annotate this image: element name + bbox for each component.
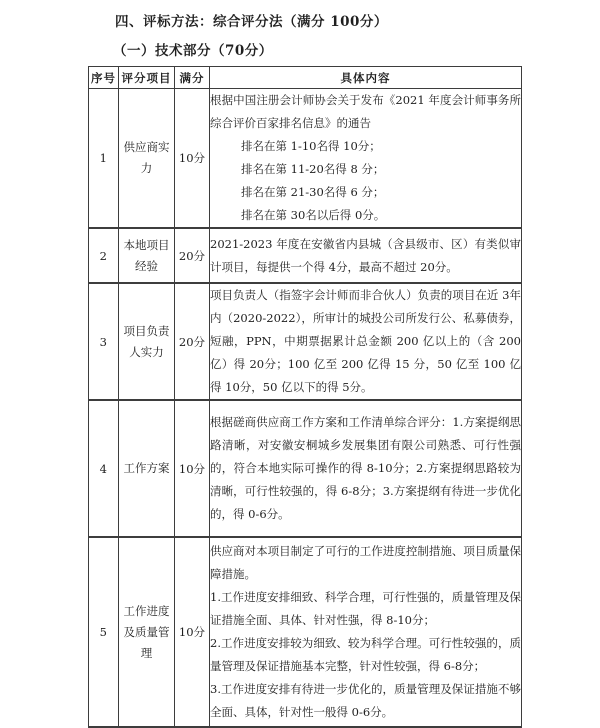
content-line: 项目负责人（指签字会计师而非合伙人）负责的项目在近 3年内（2020-2022），所审计的城投公司所发行公、私募债券，短融，PPN，中期票据累计总金额 200 亿以上的（含 200亿）得 20分；100 亿至 200 亿得 15 分，50 亿至 100 亿得 10分，50 亿以下的得 5分。 bbox=[210, 288, 521, 394]
table-row bbox=[89, 228, 522, 283]
header-cell-score: 满分 bbox=[175, 67, 210, 89]
row-score-cell: 10分 bbox=[175, 537, 210, 727]
content-list-line: 排名在第 11-20名得 8 分； bbox=[241, 162, 385, 176]
content-line: 根据磋商供应商工作方案和工作清单综合评分：1.方案提纲思路清晰，对安徽安桐城乡发展集团有限公司熟悉、可行性强的，符合本地实际可操作的得 8-10分；2.方案提纲思路较为清晰，可行性较强的，得 6-8分；3.方案提纲有待进一步优化的，得 0-6分。 bbox=[210, 415, 521, 521]
content-line: 供应商对本项目制定了可行的工作进度控制措施、项目质量保障措施。 bbox=[210, 544, 521, 581]
row-no-cell: 5 bbox=[89, 537, 119, 727]
doc-subtitle: （一）技术部分（70分） bbox=[113, 43, 273, 59]
row-no-cell: 3 bbox=[89, 283, 119, 400]
content-list-line: 排名在第 21-30名得 6 分； bbox=[241, 185, 385, 199]
content-line: 2.工作进度安排较为细致、较为科学合理。可行性较强的，质量管理及保证措施基本完整，针对性较强，得 6-8分； bbox=[210, 636, 521, 673]
document-page bbox=[0, 10, 600, 728]
row-score-cell: 10分 bbox=[175, 400, 210, 537]
table-row bbox=[89, 89, 522, 229]
row-content-cell bbox=[210, 283, 522, 400]
row-no-cell: 2 bbox=[89, 228, 119, 283]
row-content-cell bbox=[210, 89, 522, 229]
content-line: 2021-2023 年度在安徽省内县城（含县级市、区）有类似审计项目，每提供一个得 4分，最高不超过 20分。 bbox=[210, 236, 521, 274]
header-cell-item: 评分项目 bbox=[119, 67, 175, 89]
row-score-cell: 20分 bbox=[175, 228, 210, 283]
row-content-cell bbox=[210, 537, 522, 727]
row-item-cell: 工作方案 bbox=[119, 400, 175, 537]
row-item-cell: 项目负责人实力 bbox=[119, 283, 175, 400]
row-score-cell: 10分 bbox=[175, 89, 210, 229]
table-row bbox=[89, 400, 522, 537]
content-line: 3.工作进度安排有待进一步优化的，质量管理及保证措施不够全面、具体，针对性一般得 0-6分。 bbox=[210, 682, 521, 719]
table-row bbox=[89, 283, 522, 400]
row-item-cell: 供应商实力 bbox=[119, 89, 175, 229]
content-line: 1.工作进度安排细致、科学合理，可行性强的，质量管理及保证措施全面、具体、针对性强，得 8-10分； bbox=[210, 590, 521, 627]
row-no-cell: 4 bbox=[89, 400, 119, 537]
header-cell-content: 具体内容 bbox=[210, 67, 522, 89]
row-no-cell: 1 bbox=[89, 89, 119, 229]
content-list-line: 排名在第 1-10名得 10分； bbox=[241, 139, 381, 153]
row-content-cell bbox=[210, 400, 522, 537]
table-row bbox=[89, 537, 522, 727]
content-list-line: 排名在第 30名以后得 0分。 bbox=[241, 208, 386, 222]
evaluation-table bbox=[88, 66, 522, 728]
content-line: 根据中国注册会计师协会关于发布《2021 年度会计师事务所综合评价百家排名信息》的通告 bbox=[210, 93, 521, 130]
row-content-cell bbox=[210, 228, 522, 283]
row-item-cell: 本地项目经验 bbox=[119, 228, 175, 283]
header-cell-no: 序号 bbox=[89, 67, 119, 89]
table-header-row bbox=[89, 67, 522, 89]
row-score-cell: 20分 bbox=[175, 283, 210, 400]
row-item-cell: 工作进度及质量管理 bbox=[119, 537, 175, 727]
doc-title: 四、评标方法：综合评分法（满分 100分） bbox=[115, 14, 388, 30]
